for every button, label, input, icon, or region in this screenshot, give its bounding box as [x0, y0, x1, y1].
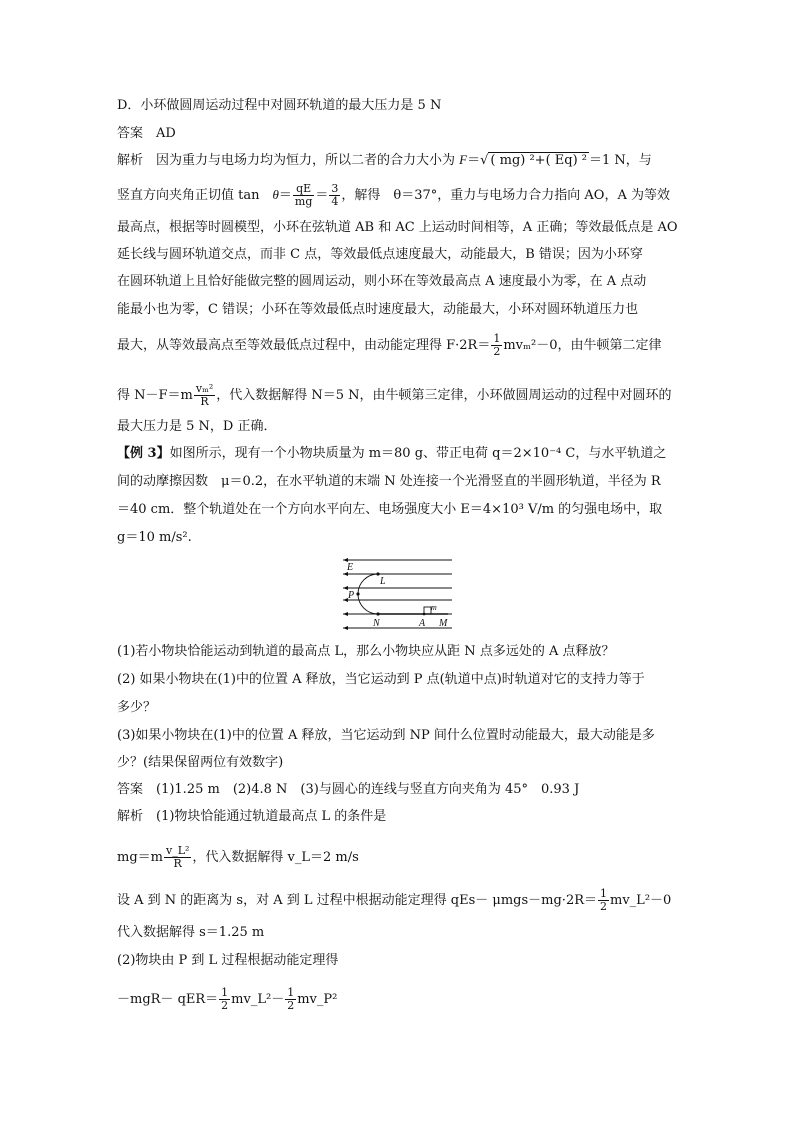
text: 得 N－F＝m: [117, 388, 193, 403]
text: 如图所示，现有一个小物块质量为 m＝80 g、带正电荷 q＝2×10⁻⁴ C，与水平轨道之: [169, 446, 667, 461]
explanation-line-6: 能最小也为零，C 错误；小环在等效最低点时速度最大，动能最大，小环对圆环轨道压力也: [117, 302, 639, 317]
solution-line-1: 解析 (1)物块恰能通过轨道最高点 L 的条件是: [117, 809, 387, 824]
text: ＝1 N，与: [589, 153, 652, 168]
denominator: 2: [287, 999, 295, 1012]
text: ＝: [278, 188, 292, 203]
semicircle-track: [358, 574, 378, 614]
text: mv_L²－0: [610, 893, 672, 908]
explanation-line-9: 最大压力是 5 N，D 正确．: [117, 419, 277, 434]
block: [424, 607, 431, 614]
text: 最大，从等效最高点至等效最低点过程中，由动能定理得 F·2R＝: [117, 338, 491, 353]
question-3-line-2: 少？(结果保留两位有效数字): [117, 755, 284, 770]
text: ，代入数据解得 v_L＝2 m/s: [192, 850, 359, 865]
explanation-line-5: 在圆环轨道上且恰好能做完整的圆周运动，则小环在等效最高点 A 速度最小为零，在 A 点动: [117, 274, 647, 289]
fraction: [285, 987, 296, 1012]
numerator: qE: [293, 183, 314, 196]
arrow-left-icon: [343, 612, 348, 616]
fraction: [293, 183, 314, 208]
label-n: N: [373, 618, 380, 629]
question-2-line-2: 多少？: [117, 700, 157, 715]
explanation-line-4: 延长线与圆环轨道交点，而非 C 点，等效最低点速度最大，动能最大，B 错误；因为小环穿: [117, 247, 643, 262]
fraction: [194, 383, 215, 408]
label-m-mass: m: [431, 603, 437, 612]
text: 设 A 到 N 的距离为 s，对 A 到 L 过程中根据动能定理得 qEs－ μmgs－mg·2R＝: [117, 893, 598, 908]
example-line-1: [117, 446, 666, 462]
arrow-left-icon: [343, 626, 348, 630]
example-line-3: ＝40 cm．整个轨道处在一个方向水平向左、电场强度大小 E＝4×10³ V/m 的匀强电场中，取: [117, 502, 663, 517]
option-d: D．小环做圆周运动过程中对圆环轨道的最大压力是 5 N: [117, 98, 442, 113]
example-line-2: 间的动摩擦因数 μ＝0.2，在水平轨道的末端 N 处连接一个光滑竖直的半圆形轨道，半径为 R: [117, 474, 661, 489]
fraction: [219, 987, 230, 1012]
numerator: 1: [221, 986, 229, 999]
label-l: L: [380, 576, 386, 587]
point-p: [356, 592, 359, 595]
solution-line-3: [117, 888, 671, 913]
numerator: 3: [331, 182, 339, 195]
explanation-line-3: 最高点，根据等时圆模型，小环在弦轨道 AB 和 AC 上运动时间相等，A 正确；等效最低点是 AO: [117, 220, 678, 235]
text: ＝: [467, 153, 481, 168]
text: 竖直方向夹角正切值 tan: [117, 188, 273, 203]
var: F: [459, 152, 468, 167]
var: θ: [272, 187, 279, 202]
answer-line-2: 答案 (1)1.25 m (2)4.8 N (3)与圆心的连线与竖直方向夹角为 45° 0.93 J: [117, 782, 580, 797]
denominator: 4: [331, 195, 339, 208]
numerator: vₘ²: [195, 382, 214, 395]
denominator: 2: [600, 900, 608, 913]
text: －mgR－ qER＝: [117, 992, 219, 1007]
numerator: 1: [287, 986, 295, 999]
text: ＝: [315, 188, 329, 203]
question-1: (1)若小物块恰能运动到轨道的最高点 L，那么小物块应从距 N 点多远处的 A 点释放？: [117, 644, 615, 659]
label-p: P: [348, 590, 355, 601]
numerator: v_L²: [165, 844, 190, 857]
text: mg＝m: [117, 850, 163, 865]
fraction: [491, 333, 502, 358]
point-n: [376, 612, 379, 615]
label-e: E: [347, 562, 354, 573]
denominator: R: [200, 395, 209, 408]
answer-line: 答案 AD: [117, 126, 176, 141]
solution-line-4: 代入数据解得 s＝1.25 m: [117, 925, 265, 940]
solution-line-5: (2)物块由 P 到 L 过程根据动能定理得: [117, 953, 339, 968]
solution-line-6: [117, 987, 337, 1012]
fraction: [329, 183, 340, 208]
label-m-point: M: [439, 618, 448, 629]
text: ，解得 θ＝37°，重力与电场力合力指向 AO，A 为等效: [341, 188, 670, 203]
track-diagram: [340, 556, 455, 634]
question-2-line-1: (2) 如果小物块在(1)中的位置 A 释放，当它运动到 P 点(轨道中点)时轨道对它的支持力等于: [117, 672, 645, 687]
explanation-line-1: 解析 因为重力与电场力均为恒力，所以二者的合力大小为 F＝√ ( mg) ²+( Eq) ² ＝1 N，与: [117, 152, 652, 168]
fraction: [598, 888, 609, 913]
point-a: [423, 613, 426, 616]
denominator: 2: [221, 999, 229, 1012]
explanation-line-7: [117, 333, 662, 358]
text: mv_P²: [297, 992, 338, 1007]
denominator: 2: [493, 345, 501, 358]
text: mvₘ²－0，由牛顿第二定律: [503, 338, 662, 353]
denominator: mg: [294, 195, 313, 208]
text: ，代入数据解得 N＝5 N，由牛顿第三定律，小环做圆周运动的过程中对圆环的: [216, 388, 672, 403]
numerator: 1: [600, 887, 608, 900]
text: 解析 因为重力与电场力均为恒力，所以二者的合力大小为: [117, 153, 460, 168]
explanation-line-2: [117, 183, 670, 208]
label-a: A: [419, 618, 426, 629]
explanation-line-8: [117, 383, 672, 408]
sqrt-expression: ( mg) ²+( Eq) ²: [490, 153, 587, 168]
text: mv_L²－: [231, 992, 285, 1007]
fraction: [164, 845, 191, 870]
question-3-line-1: (3)如果小物块在(1)中的位置 A 释放，当它运动到 NP 间什么位置时动能最大，最大动能是多: [117, 728, 655, 743]
solution-line-2: [117, 845, 359, 870]
numerator: 1: [493, 332, 501, 345]
example-line-4: g＝10 m/s².: [117, 530, 192, 545]
denominator: R: [173, 857, 182, 870]
example-tag: 【例 3】: [117, 446, 170, 461]
